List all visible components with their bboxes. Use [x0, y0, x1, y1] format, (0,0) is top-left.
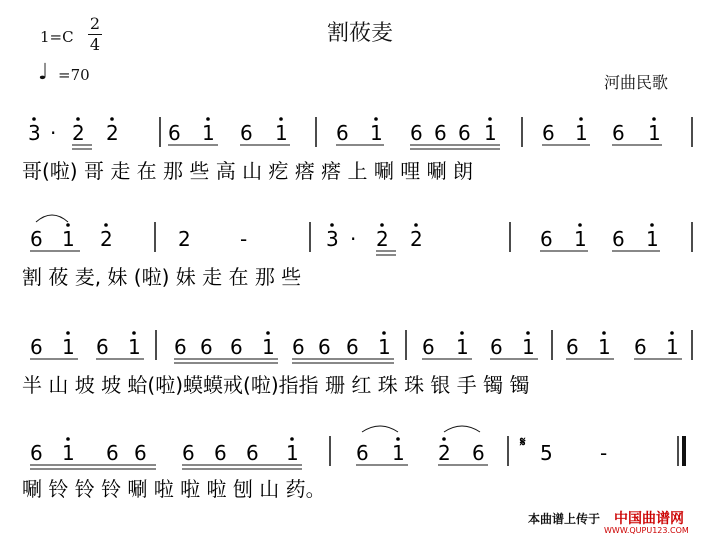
svg-text:6: 6 — [168, 121, 181, 145]
lyrics-line-3: 半 山 坡 坡 蛤(啦)蟆蟆戒(啦)指指 珊 红 珠 珠 银 手 镯 镯 — [22, 373, 530, 397]
svg-text:1: 1 — [484, 121, 497, 145]
time-bottom: 4 — [89, 35, 101, 54]
svg-text:1: 1 — [648, 121, 661, 145]
svg-text:6: 6 — [240, 121, 253, 145]
svg-text:5: 5 — [540, 441, 553, 465]
svg-text:6: 6 — [434, 121, 447, 145]
svg-text:6: 6 — [292, 335, 305, 359]
svg-text:3: 3 — [326, 227, 339, 251]
svg-text:·: · — [350, 227, 357, 251]
upload-text: 本曲谱上传于 — [528, 512, 601, 526]
svg-text:6: 6 — [214, 441, 227, 465]
svg-text:6: 6 — [200, 335, 213, 359]
svg-text:6: 6 — [336, 121, 349, 145]
svg-text:1: 1 — [286, 441, 299, 465]
svg-text:6: 6 — [30, 441, 43, 465]
svg-text:6: 6 — [346, 335, 359, 359]
svg-text:1: 1 — [62, 441, 75, 465]
svg-text:𝄋: 𝄋 — [520, 435, 526, 450]
score-line-2 — [30, 215, 692, 255]
svg-text:6: 6 — [96, 335, 109, 359]
svg-text:1: 1 — [202, 121, 215, 145]
svg-text:6: 6 — [30, 227, 43, 251]
lyrics-line-4: 唰 铃 铃 铃 唰 啦 啦 啦 刨 山 药。 — [22, 477, 326, 501]
svg-text:6: 6 — [230, 335, 243, 359]
site-url: WWW.QUPU123.COM — [604, 526, 689, 535]
svg-text:1: 1 — [62, 335, 75, 359]
svg-text:6: 6 — [106, 441, 119, 465]
svg-text:1: 1 — [370, 121, 383, 145]
svg-text:1: 1 — [522, 335, 535, 359]
svg-text:6: 6 — [634, 335, 647, 359]
key-signature: 1=C — [40, 28, 74, 46]
lyrics-line-2: 割 莜 麦, 妹 (啦) 妹 走 在 那 些 — [22, 265, 302, 289]
page-title: 割莜麦 — [326, 21, 393, 46]
svg-text:1: 1 — [456, 335, 469, 359]
svg-text:2: 2 — [106, 121, 119, 145]
score-line-4 — [30, 426, 684, 469]
svg-text:6: 6 — [542, 121, 555, 145]
svg-text:1: 1 — [392, 441, 405, 465]
svg-text:6: 6 — [182, 441, 195, 465]
svg-text:1: 1 — [598, 335, 611, 359]
svg-text:6: 6 — [134, 441, 147, 465]
svg-text:-: - — [240, 227, 248, 251]
svg-text:1: 1 — [575, 121, 588, 145]
svg-text:2: 2 — [410, 227, 423, 251]
svg-text:6: 6 — [356, 441, 369, 465]
quarter-note-icon: ♩ — [38, 60, 49, 85]
svg-text:3: 3 — [28, 121, 41, 145]
svg-text:6: 6 — [174, 335, 187, 359]
svg-text:2: 2 — [178, 227, 191, 251]
composer: 河曲民歌 — [604, 73, 669, 92]
time-top: 2 — [89, 14, 101, 33]
svg-text:1: 1 — [262, 335, 275, 359]
svg-text:2: 2 — [438, 441, 451, 465]
svg-text:1: 1 — [128, 335, 141, 359]
svg-text:6: 6 — [422, 335, 435, 359]
score-line-1 — [28, 117, 692, 149]
score-line-3 — [30, 330, 692, 363]
tempo-mark: =70 — [58, 66, 90, 84]
site-logo[interactable]: 中国曲谱网 — [614, 511, 684, 527]
svg-text:·: · — [50, 121, 57, 145]
svg-text:6: 6 — [612, 121, 625, 145]
svg-text:1: 1 — [378, 335, 391, 359]
svg-text:2: 2 — [100, 227, 113, 251]
svg-text:6: 6 — [318, 335, 331, 359]
svg-text:2: 2 — [72, 121, 85, 145]
svg-text:6: 6 — [458, 121, 471, 145]
svg-text:1: 1 — [666, 335, 679, 359]
svg-text:6: 6 — [540, 227, 553, 251]
svg-text:6: 6 — [490, 335, 503, 359]
svg-text:6: 6 — [30, 335, 43, 359]
svg-text:2: 2 — [376, 227, 389, 251]
svg-text:1: 1 — [275, 121, 288, 145]
svg-text:6: 6 — [246, 441, 259, 465]
svg-text:6: 6 — [612, 227, 625, 251]
svg-text:6: 6 — [566, 335, 579, 359]
svg-text:6: 6 — [410, 121, 423, 145]
svg-text:1: 1 — [646, 227, 659, 251]
svg-text:1: 1 — [574, 227, 587, 251]
svg-text:-: - — [600, 441, 608, 465]
svg-text:6: 6 — [472, 441, 485, 465]
lyrics-line-1: 哥(啦) 哥 走 在 那 些 高 山 疙 瘩 瘩 上 唰 哩 唰 朗 — [22, 159, 473, 183]
svg-text:1: 1 — [62, 227, 75, 251]
